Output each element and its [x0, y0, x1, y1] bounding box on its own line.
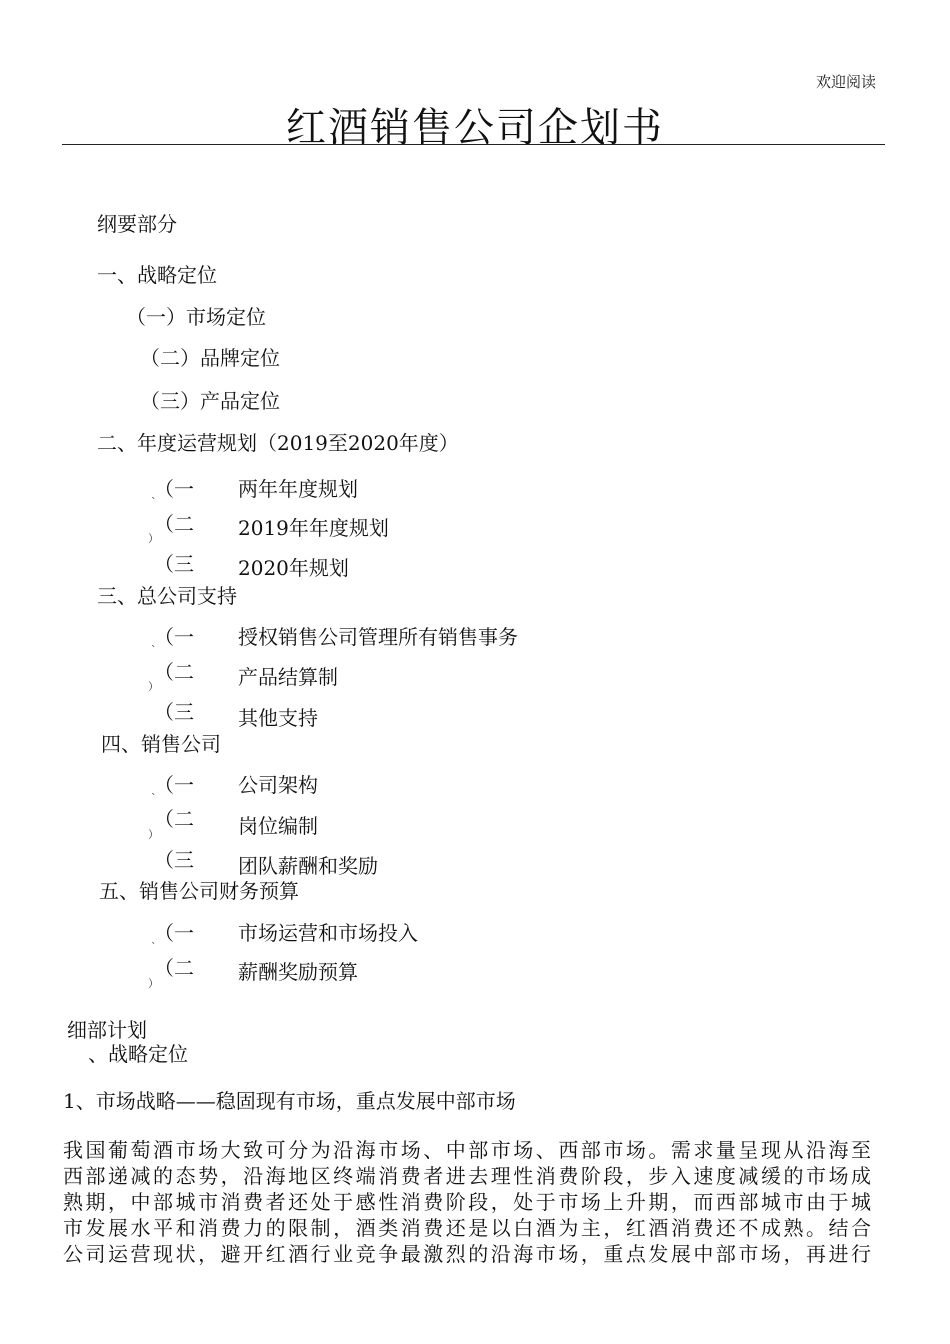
detail-subheading: 、战略定位 — [88, 1042, 188, 1066]
section-3-item-3-text: 其他支持 — [238, 706, 318, 730]
section-3-item-2-number: （二 — [154, 660, 194, 684]
document-title: 红酒销售公司企划书 — [286, 105, 664, 151]
section-1-item-3: （三）产品定位 — [140, 389, 280, 413]
section-3-item-2-mark: ） — [148, 680, 159, 693]
section-4-item-1-mark: ` — [151, 792, 157, 805]
section-3-item-3-number: （三 — [154, 700, 194, 724]
section-4-item-3-text: 团队薪酬和奖励 — [238, 854, 378, 878]
market-strategy-paragraph — [63, 1137, 871, 1267]
paragraph-line: 熟期，中部城市消费者还处于感性消费阶段，处于市场上升期，而西部城市由于城 — [63, 1190, 871, 1214]
section-2-item-3-text: 2020年规划 — [238, 556, 349, 580]
paragraph-line: 市发展水平和消费力的限制，酒类消费还是以白酒为主，红酒消费还不成熟。结合 — [63, 1216, 871, 1240]
section-4-title: 四、销售公司 — [101, 732, 221, 756]
section-1-item-1: （一）市场定位 — [126, 305, 266, 329]
section-5-item-2-text: 薪酬奖励预算 — [238, 960, 358, 984]
section-4-item-2-mark: ） — [148, 828, 159, 841]
section-2-item-2-number: （二 — [154, 512, 194, 536]
title-underline — [62, 144, 885, 145]
section-2-item-1-mark: ` — [151, 496, 157, 509]
section-5-item-1-number: （一 — [154, 921, 194, 945]
section-4-item-2-number: （二 — [154, 807, 194, 831]
welcome-note: 欢迎阅读 — [816, 73, 877, 91]
section-2-title: 二、年度运营规划（2019至2020年度） — [97, 431, 459, 455]
outline-heading: 纲要部分 — [97, 212, 177, 236]
section-2-item-2-mark: ） — [148, 532, 159, 545]
paragraph-line: 西部递减的态势，沿海地区终端消费者进去理性消费阶段，步入速度减缓的市场成 — [63, 1164, 871, 1188]
section-1-item-2: （二）品牌定位 — [140, 346, 280, 370]
paragraph-line: 我国葡萄酒市场大致可分为沿海市场、中部市场、西部市场。需求量呈现从沿海至 — [63, 1138, 871, 1162]
section-5-item-2-mark: ） — [148, 977, 159, 990]
section-2-item-1-number: （一 — [154, 477, 194, 501]
section-5-item-1-text: 市场运营和市场投入 — [238, 921, 418, 945]
section-3-item-2-text: 产品结算制 — [238, 665, 338, 689]
section-3-item-1-mark: ` — [151, 644, 157, 657]
section-4-item-2-text: 岗位编制 — [238, 814, 318, 838]
section-3-item-1-text: 授权销售公司管理所有销售事务 — [238, 625, 518, 649]
detail-heading: 细部计划 — [67, 1018, 147, 1042]
section-4-item-1-text: 公司架构 — [238, 773, 318, 797]
section-4-item-3-number: （三 — [154, 848, 194, 872]
section-3-title: 三、总公司支持 — [97, 584, 237, 608]
section-2-item-2-text: 2019年年度规划 — [238, 516, 389, 540]
section-5-item-2-number: （二 — [154, 956, 194, 980]
section-1-title: 一、战略定位 — [97, 263, 217, 287]
section-2-item-3-number: （三 — [154, 552, 194, 576]
section-5-title: 五、销售公司财务预算 — [99, 879, 299, 903]
section-5-item-1-mark: ` — [151, 941, 157, 954]
section-2-item-1-text: 两年年度规划 — [238, 477, 358, 501]
market-strategy-point: 1、市场战略——稳固现有市场，重点发展中部市场 — [63, 1089, 516, 1113]
paragraph-line: 公司运营现状，避开红酒行业竞争最激烈的沿海市场，重点发展中部市场，再进行 — [63, 1242, 871, 1266]
section-4-item-1-number: （一 — [154, 773, 194, 797]
section-3-item-1-number: （一 — [154, 625, 194, 649]
